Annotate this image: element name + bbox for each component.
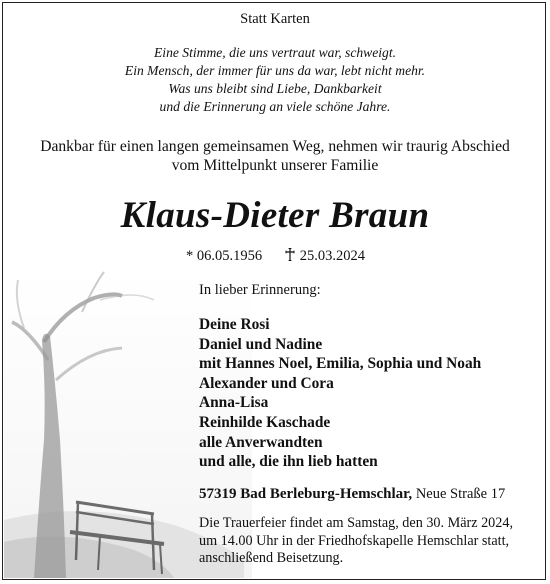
intro-text <box>0 137 550 175</box>
mourner-entry: Alexander und Cora <box>199 374 334 392</box>
funeral-details <box>199 515 513 568</box>
poem-line: Was uns bleibt sind Liebe, Dankbarkeit <box>168 81 382 96</box>
mourner-entry: alle Anverwandten <box>199 433 323 451</box>
mourner-entry: Reinhilde Kaschade <box>199 413 331 431</box>
intro-line: Dankbar für einen langen gemeinsamen Weg, nehmen wir traurig Abschied <box>40 138 510 155</box>
mourning-address <box>199 486 505 503</box>
life-dates <box>186 247 365 265</box>
mourner-entry: Anna-Lisa <box>199 394 269 412</box>
address-street: Neue Straße 17 <box>415 486 506 502</box>
cross-icon <box>284 248 296 261</box>
funeral-line: anschließend Beisetzung. <box>199 550 344 566</box>
deceased-name: Klaus-Dieter Braun <box>120 195 430 236</box>
remembrance-label: In lieber Erinnerung: <box>199 282 321 298</box>
poem-line: Ein Mensch, der immer für uns da war, lebt nicht mehr. <box>124 63 426 78</box>
poem <box>0 44 550 116</box>
funeral-line: um 14.00 Uhr in der Friedhofskapelle Hemschlar statt, <box>199 532 510 549</box>
mourner-entry: Daniel und Nadine <box>199 335 323 353</box>
poem-line: Eine Stimme, die uns vertraut war, schweigt. <box>153 45 397 60</box>
address-city: 57319 Bad Berleburg-Hemschlar, <box>199 486 413 502</box>
funeral-line: Die Trauerfeier findet am Samstag, den 30. März 2024, <box>199 515 514 531</box>
poem-line: und die Erinnerung an viele schöne Jahre. <box>159 99 391 114</box>
intro-line: vom Mittelpunkt unserer Familie <box>171 157 379 174</box>
mourner-entry: Deine Rosi <box>199 316 270 333</box>
mourners-list <box>199 315 481 472</box>
birth-date: * 06.05.1956 <box>186 248 263 264</box>
mourner-entry: mit Hannes Noel, Emilia, Sophia und Noah <box>199 355 482 373</box>
mourner-entry: und alle, die ihn lieb hatten <box>199 453 378 471</box>
notice-header: Statt Karten <box>240 11 310 27</box>
death-date: 25.03.2024 <box>299 248 365 264</box>
